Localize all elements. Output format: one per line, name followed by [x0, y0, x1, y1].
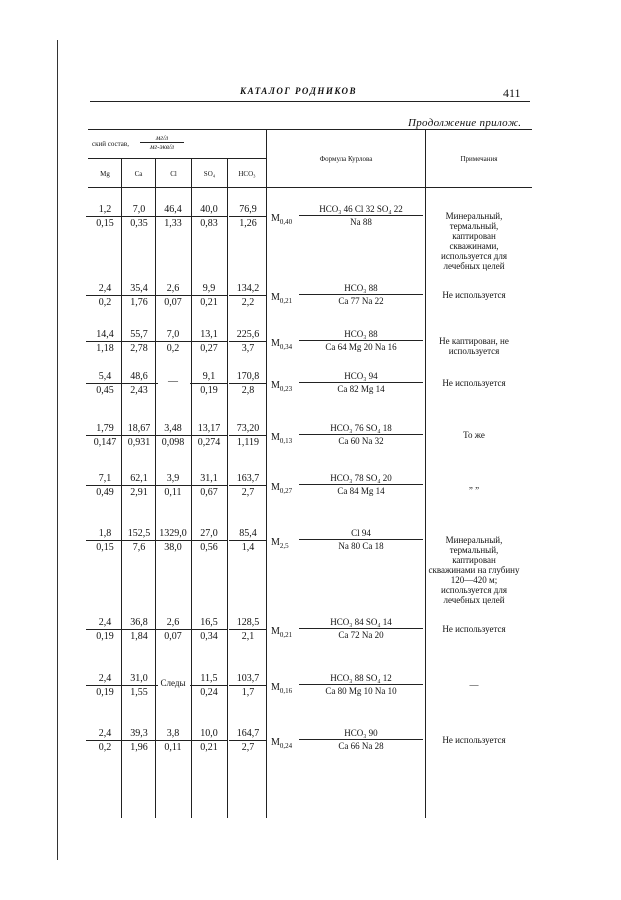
cell-mg — [86, 370, 124, 397]
cell-so4 — [190, 370, 228, 397]
cell-value-mg-per-l: 31,0 — [120, 672, 158, 686]
cell-value-meq-per-l: 0,19 — [200, 385, 218, 396]
cell-value-meq-per-l: 3,7 — [241, 343, 255, 354]
cell-value-meq-per-l: 2,8 — [241, 385, 255, 396]
cell-value-mg-per-l: 7,1 — [86, 472, 124, 486]
column-header-ca: Ca — [134, 170, 143, 178]
formula-anions: HCO₃ 78 SO₄ 20 — [299, 472, 423, 485]
unit-top: мг/л — [140, 134, 184, 143]
page-number: 411 — [503, 86, 521, 100]
formula-cations: Ca 80 Mg 10 Na 10 — [325, 686, 397, 696]
kurlov-formula — [271, 282, 423, 312]
formula-cations: Ca 72 Na 20 — [338, 630, 384, 640]
kurlov-formula — [271, 527, 423, 557]
cell-value-mg-per-l: 55,7 — [120, 328, 158, 342]
unit-fraction — [140, 134, 184, 151]
formula-anions: Cl 94 — [299, 527, 423, 540]
cell-value-meq-per-l: 0,11 — [164, 487, 182, 498]
column-header-mg: Mg — [100, 170, 110, 178]
cell-value-meq-per-l: 0,83 — [200, 218, 218, 229]
page-binding-line — [57, 40, 58, 860]
cell-ca — [120, 616, 158, 643]
cell-value-meq-per-l: 2,78 — [130, 343, 148, 354]
cell-value-mg-per-l: 164,7 — [229, 727, 267, 741]
running-header-title: КАТАЛОГ РОДНИКОВ — [240, 86, 358, 96]
cell-value-mg-per-l: 3,48 — [154, 422, 192, 436]
formula-cations: Ca 64 Mg 20 Na 16 — [325, 342, 397, 352]
cell-value-mg-per-l: 13,1 — [190, 328, 228, 342]
cell-ca — [120, 282, 158, 309]
column-header-so4: SO₄ — [203, 170, 216, 178]
cell-mg — [86, 422, 124, 449]
cell-value-meq-per-l: 0,2 — [98, 297, 112, 308]
mineralization-value: $M_{0,21}$ — [271, 626, 293, 639]
cell-ca — [120, 422, 158, 449]
cell-cl — [154, 472, 192, 499]
cell-hco3 — [229, 527, 267, 554]
cell-value-mg-per-l: 85,4 — [229, 527, 267, 541]
kurlov-formula — [271, 203, 423, 233]
cell-value-mg-per-l: 170,8 — [229, 370, 267, 384]
cell-so4 — [190, 616, 228, 643]
kurlov-formula — [271, 370, 423, 400]
cell-cl: Следы — [160, 678, 186, 688]
cell-value-meq-per-l: 0,67 — [200, 487, 218, 498]
cell-mg — [86, 282, 124, 309]
cell-value-meq-per-l: 0,45 — [96, 385, 114, 396]
formula-anions: HCO₃ 88 — [299, 282, 423, 295]
cell-value-meq-per-l: 1,84 — [130, 631, 148, 642]
formula-fraction — [299, 672, 423, 697]
cell-value-mg-per-l: 2,4 — [86, 727, 124, 741]
cell-cl — [154, 328, 192, 355]
cell-value-mg-per-l: 2,6 — [154, 616, 192, 630]
formula-fraction — [299, 422, 423, 447]
cell-ca — [120, 203, 158, 230]
cell-value-mg-per-l: 35,4 — [120, 282, 158, 296]
formula-column-header: Формула Курлова — [319, 155, 373, 163]
cell-so4 — [190, 472, 228, 499]
cell-hco3 — [229, 672, 267, 699]
kurlov-formula — [271, 616, 423, 646]
formula-anions: HCO₃ 94 — [299, 370, 423, 383]
cell-value-mg-per-l: 103,7 — [229, 672, 267, 686]
cell-hco3 — [229, 727, 267, 754]
cell-value-meq-per-l: 38,0 — [164, 542, 182, 553]
cell-hco3 — [229, 370, 267, 397]
cell-value-meq-per-l: 1,33 — [164, 218, 182, 229]
cell-value-mg-per-l: 1329,0 — [154, 527, 192, 541]
formula-anions: HCO₃ 46 Cl 32 SO₄ 22 — [299, 203, 423, 216]
cell-value-meq-per-l: 2,7 — [241, 487, 255, 498]
mineralization-value: $M_{0,40}$ — [271, 213, 293, 226]
column-header-hco3: HCO₃ — [238, 170, 256, 178]
cell-value-meq-per-l: 0,56 — [200, 542, 218, 553]
mineralization-value: $M_{0,23}$ — [271, 380, 293, 393]
cell-value-meq-per-l: 0,07 — [164, 631, 182, 642]
formula-anions: HCO₃ 88 SO₄ 12 — [299, 672, 423, 685]
cell-value-mg-per-l: 134,2 — [229, 282, 267, 296]
header-rule — [90, 101, 530, 102]
kurlov-formula — [271, 727, 423, 757]
formula-anions: HCO₃ 90 — [299, 727, 423, 740]
cell-cl — [154, 727, 192, 754]
cell-so4 — [190, 282, 228, 309]
cell-value-meq-per-l: 0,19 — [96, 631, 114, 642]
cell-value-mg-per-l: 2,4 — [86, 672, 124, 686]
formula-cations: Na 88 — [350, 217, 372, 227]
notes-column-header: Примечания — [460, 155, 498, 163]
cell-ca — [120, 727, 158, 754]
cell-ca — [120, 672, 158, 699]
cell-value-meq-per-l: 0,098 — [161, 437, 185, 448]
cell-mg — [86, 616, 124, 643]
cell-value-meq-per-l: 1,7 — [241, 687, 255, 698]
cell-value-meq-per-l: 0,49 — [96, 487, 114, 498]
cell-ca — [120, 472, 158, 499]
cell-mg — [86, 203, 124, 230]
kurlov-formula — [271, 672, 423, 702]
table-top-rule — [88, 129, 532, 130]
cell-value-mg-per-l: 5,4 — [86, 370, 124, 384]
column-divider — [425, 129, 426, 818]
row-note: Не каптирован, не используется — [439, 336, 509, 356]
cell-value-mg-per-l: 163,7 — [229, 472, 267, 486]
cell-hco3 — [229, 203, 267, 230]
cell-value-meq-per-l: 1,119 — [236, 437, 260, 448]
row-note: Не используется — [442, 735, 506, 745]
cell-value-meq-per-l: 1,18 — [96, 343, 114, 354]
row-note: То же — [463, 430, 485, 440]
formula-cations: Ca 82 Mg 14 — [337, 384, 385, 394]
cell-value-mg-per-l: 225,6 — [229, 328, 267, 342]
cell-value-meq-per-l: 0,24 — [200, 687, 218, 698]
cell-value-meq-per-l: 0,15 — [96, 542, 114, 553]
cell-value-mg-per-l: 40,0 — [190, 203, 228, 217]
cell-value-mg-per-l: 48,6 — [120, 370, 158, 384]
cell-value-meq-per-l: 0,21 — [200, 297, 218, 308]
formula-fraction — [299, 727, 423, 752]
cell-mg — [86, 328, 124, 355]
cell-value-meq-per-l: 0,2 — [98, 742, 112, 753]
formula-anions: HCO₃ 88 — [299, 328, 423, 341]
formula-anions: HCO₃ 84 SO₄ 14 — [299, 616, 423, 629]
cell-cl — [154, 203, 192, 230]
cell-value-meq-per-l: 0,147 — [93, 437, 117, 448]
formula-fraction — [299, 370, 423, 395]
cell-value-mg-per-l: 9,9 — [190, 282, 228, 296]
cell-value-mg-per-l: 7,0 — [120, 203, 158, 217]
formula-fraction — [299, 527, 423, 552]
cell-value-meq-per-l: 1,96 — [130, 742, 148, 753]
cell-value-mg-per-l: 1,8 — [86, 527, 124, 541]
formula-cations: Ca 66 Na 28 — [338, 741, 384, 751]
subheader-rule — [88, 158, 266, 159]
formula-cations: Ca 77 Na 22 — [338, 296, 384, 306]
cell-hco3 — [229, 282, 267, 309]
cell-hco3 — [229, 328, 267, 355]
cell-mg — [86, 672, 124, 699]
cell-cl: — — [168, 376, 178, 387]
formula-fraction — [299, 282, 423, 307]
cell-value-meq-per-l: 2,91 — [130, 487, 148, 498]
cell-value-mg-per-l: 14,4 — [86, 328, 124, 342]
cell-value-mg-per-l: 128,5 — [229, 616, 267, 630]
cell-value-meq-per-l: 0,19 — [96, 687, 114, 698]
mineralization-value: $M_{0,13}$ — [271, 432, 293, 445]
cell-value-meq-per-l: 1,76 — [130, 297, 148, 308]
cell-so4 — [190, 203, 228, 230]
cell-so4 — [190, 328, 228, 355]
cell-cl — [154, 282, 192, 309]
cell-value-mg-per-l: 10,0 — [190, 727, 228, 741]
cell-value-meq-per-l: 0,2 — [166, 343, 180, 354]
kurlov-formula — [271, 422, 423, 452]
cell-hco3 — [229, 616, 267, 643]
cell-value-mg-per-l: 11,5 — [190, 672, 228, 686]
cell-value-meq-per-l: 0,931 — [127, 437, 151, 448]
formula-fraction — [299, 616, 423, 641]
cell-value-mg-per-l: 152,5 — [120, 527, 158, 541]
cell-cl — [154, 616, 192, 643]
cell-so4 — [190, 422, 228, 449]
cell-value-mg-per-l: 46,4 — [154, 203, 192, 217]
cell-mg — [86, 472, 124, 499]
cell-value-mg-per-l: 62,1 — [120, 472, 158, 486]
cell-value-mg-per-l: 13,17 — [190, 422, 228, 436]
cell-value-meq-per-l: 2,7 — [241, 742, 255, 753]
cell-value-mg-per-l: 18,67 — [120, 422, 158, 436]
mineralization-value: $M_{2,5}$ — [271, 537, 289, 550]
row-note: Не используется — [442, 290, 506, 300]
mineralization-value: $M_{0,27}$ — [271, 482, 293, 495]
cell-value-mg-per-l: 16,5 — [190, 616, 228, 630]
cell-value-mg-per-l: 3,8 — [154, 727, 192, 741]
cell-value-meq-per-l: 7,6 — [132, 542, 146, 553]
cell-mg — [86, 527, 124, 554]
cell-hco3 — [229, 422, 267, 449]
cell-value-mg-per-l: 2,4 — [86, 616, 124, 630]
formula-anions: HCO₃ 76 SO₄ 18 — [299, 422, 423, 435]
formula-cations: Na 80 Ca 18 — [338, 541, 384, 551]
kurlov-formula — [271, 328, 423, 358]
cell-value-meq-per-l: 1,55 — [130, 687, 148, 698]
cell-value-mg-per-l: 7,0 — [154, 328, 192, 342]
unit-bottom: мг-экв/л — [150, 143, 174, 151]
cell-value-meq-per-l: 1,26 — [239, 218, 257, 229]
cell-value-mg-per-l: 27,0 — [190, 527, 228, 541]
cell-value-mg-per-l: 1,2 — [86, 203, 124, 217]
cell-so4 — [190, 727, 228, 754]
cell-value-meq-per-l: 2,43 — [130, 385, 148, 396]
cell-value-meq-per-l: 0,15 — [96, 218, 114, 229]
cell-value-mg-per-l: 73,20 — [229, 422, 267, 436]
cell-value-meq-per-l: 0,274 — [197, 437, 221, 448]
cell-value-meq-per-l: 0,27 — [200, 343, 218, 354]
cell-ca — [120, 370, 158, 397]
cell-value-mg-per-l: 36,8 — [120, 616, 158, 630]
formula-cations: Ca 84 Mg 14 — [337, 486, 385, 496]
cell-so4 — [190, 672, 228, 699]
cell-value-meq-per-l: 0,21 — [200, 742, 218, 753]
kurlov-formula — [271, 472, 423, 502]
cell-value-meq-per-l: 0,35 — [130, 218, 148, 229]
cell-value-mg-per-l: 31,1 — [190, 472, 228, 486]
row-note: Не используется — [442, 378, 506, 388]
cell-value-mg-per-l: 1,79 — [86, 422, 124, 436]
cell-ca — [120, 527, 158, 554]
cell-hco3 — [229, 472, 267, 499]
cell-value-mg-per-l: 3,9 — [154, 472, 192, 486]
row-note: Минеральный, термальный, каптирован скважинами на глубину 120—420 м; используется для лечебных целей — [428, 535, 520, 605]
cell-value-meq-per-l: 0,07 — [164, 297, 182, 308]
column-header-cl: Cl — [170, 170, 177, 178]
cell-value-mg-per-l: 39,3 — [120, 727, 158, 741]
cell-value-mg-per-l: 76,9 — [229, 203, 267, 217]
cell-mg — [86, 727, 124, 754]
formula-fraction — [299, 472, 423, 497]
continuation-label: Продолжение прилож. — [408, 117, 522, 129]
mineralization-value: $M_{0,34}$ — [271, 338, 293, 351]
cell-cl — [154, 527, 192, 554]
cell-so4 — [190, 527, 228, 554]
row-note: „ „ — [468, 480, 480, 490]
mineralization-value: $M_{0,24}$ — [271, 737, 293, 750]
cell-cl — [154, 422, 192, 449]
cell-value-meq-per-l: 2,2 — [241, 297, 255, 308]
cell-value-mg-per-l: 9,1 — [190, 370, 228, 384]
cell-value-meq-per-l: 2,1 — [241, 631, 255, 642]
cell-value-meq-per-l: 0,34 — [200, 631, 218, 642]
row-note: — — [469, 680, 479, 690]
composition-label: ский состав, — [92, 140, 129, 148]
formula-fraction — [299, 328, 423, 353]
cell-value-meq-per-l: 0,11 — [164, 742, 182, 753]
mineralization-value: $M_{0,16}$ — [271, 682, 293, 695]
cell-value-mg-per-l: 2,6 — [154, 282, 192, 296]
formula-cations: Ca 60 Na 32 — [338, 436, 384, 446]
cell-value-mg-per-l: 2,4 — [86, 282, 124, 296]
mineralization-value: $M_{0,21}$ — [271, 292, 293, 305]
row-note: Минеральный, термальный, каптирован скважинами, используется для лечебных целей — [441, 211, 507, 271]
row-note: Не используется — [442, 624, 506, 634]
cell-ca — [120, 328, 158, 355]
cell-value-meq-per-l: 1,4 — [241, 542, 255, 553]
formula-fraction — [299, 203, 423, 228]
